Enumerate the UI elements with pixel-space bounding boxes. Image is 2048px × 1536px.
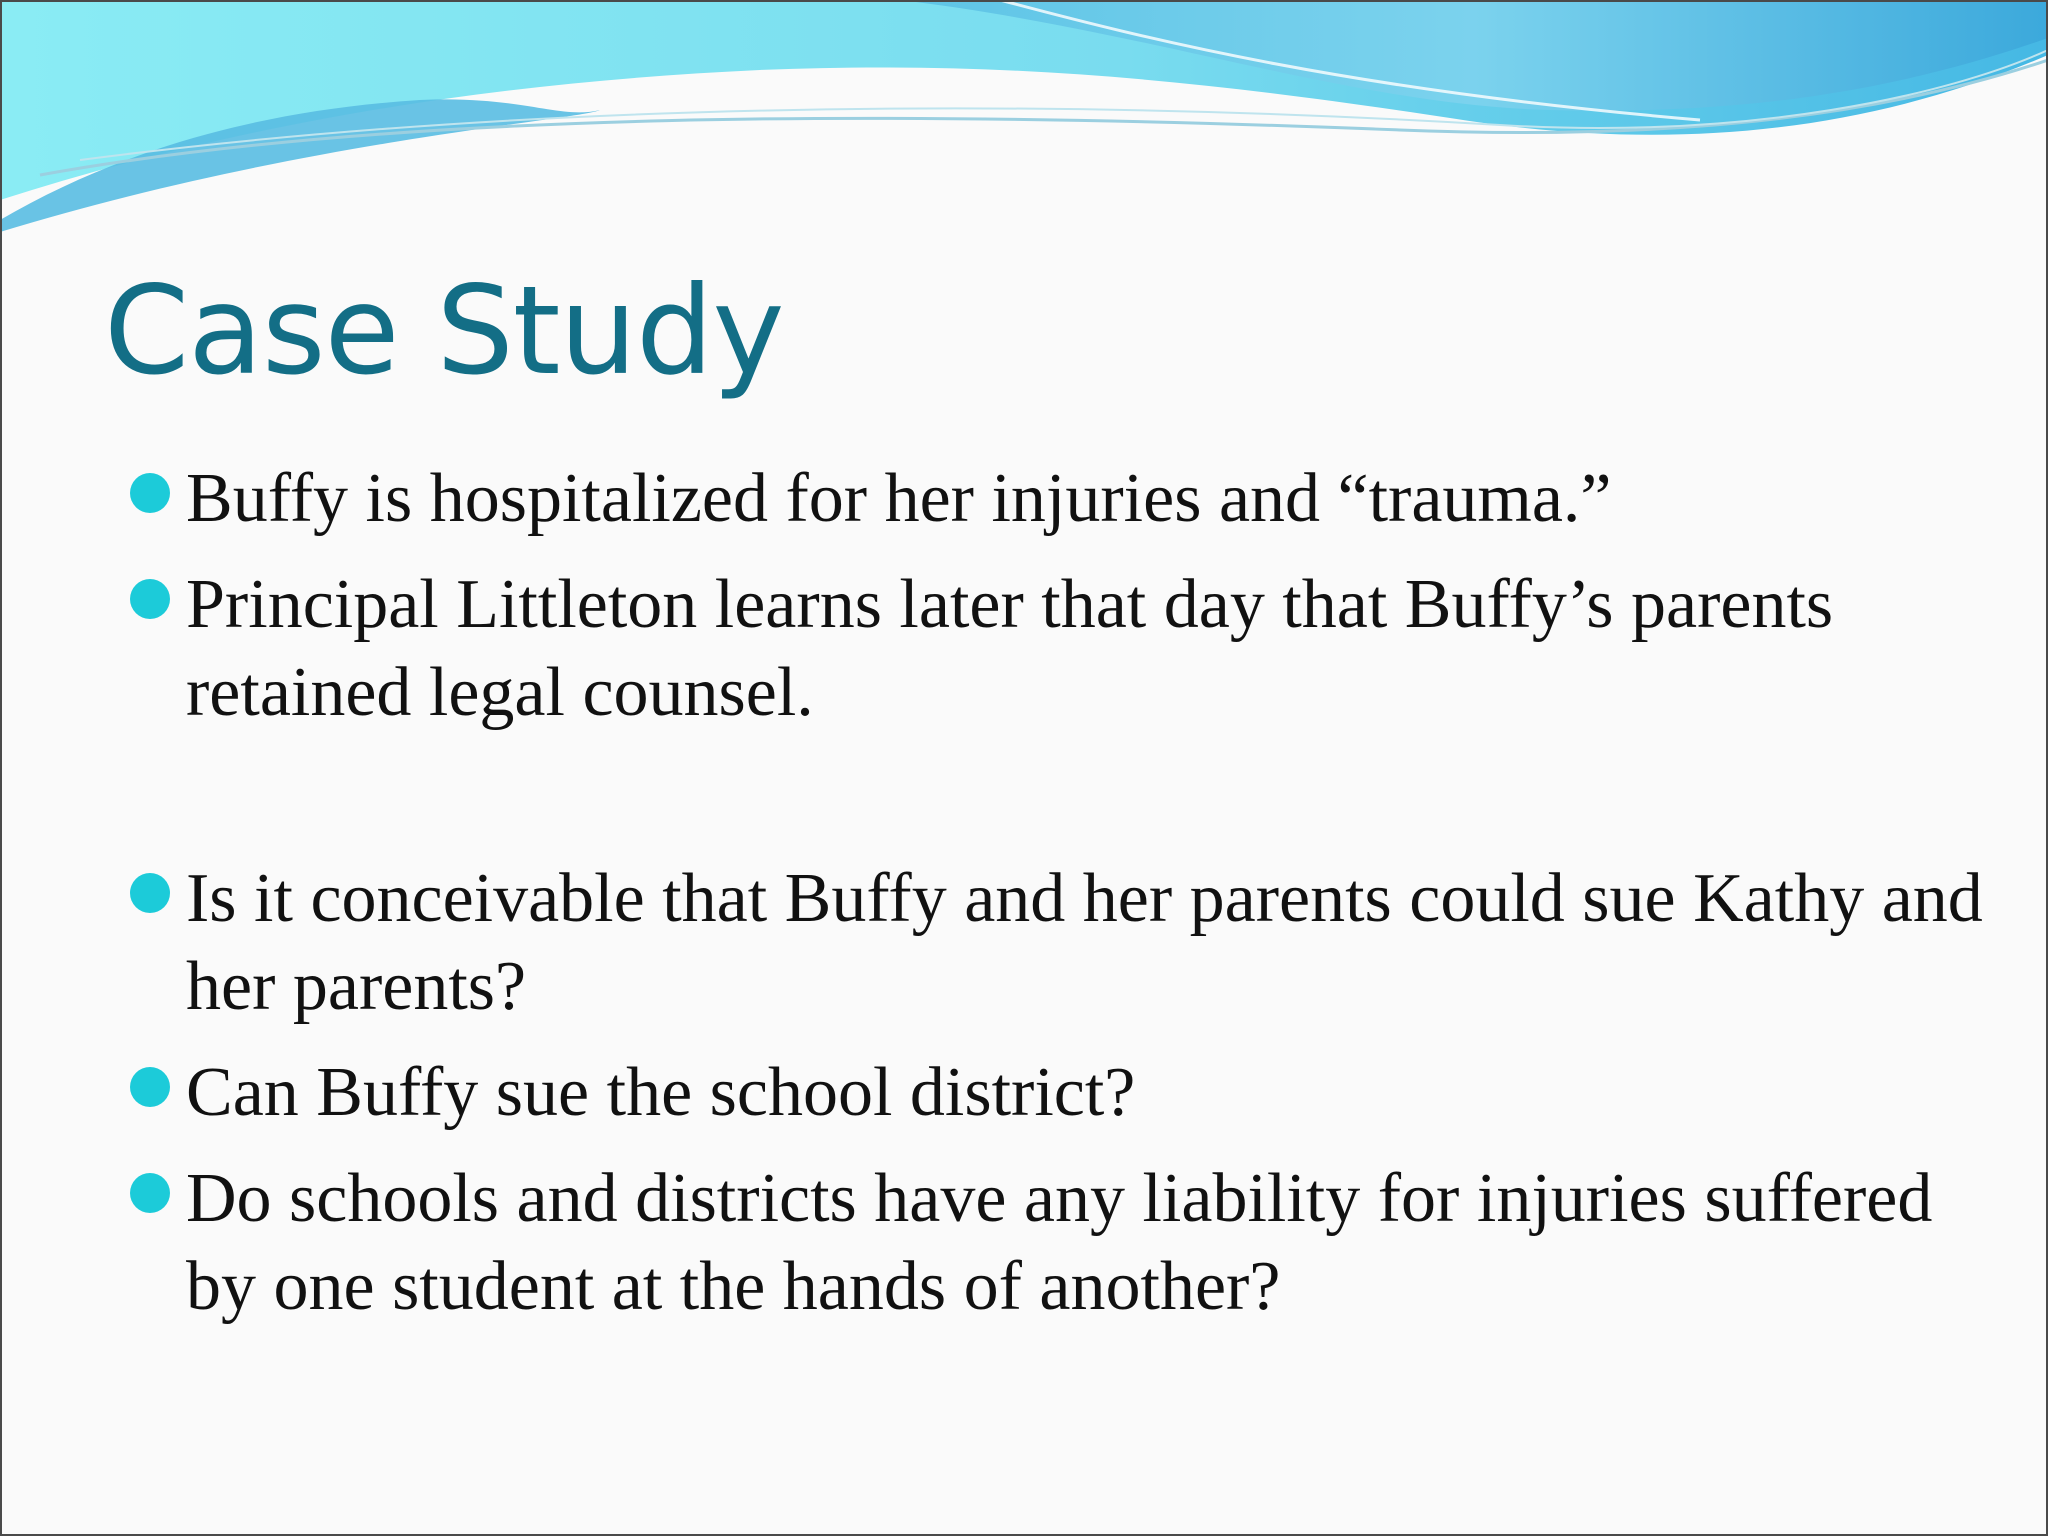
bullet-item [124, 1049, 1984, 1137]
bullet-item [124, 561, 1984, 737]
bullet-text: Can Buffy sue the school district? [186, 1054, 1136, 1131]
bullet-dot-icon [130, 1067, 170, 1107]
bullet-dot-icon [130, 873, 170, 913]
bullet-dot-icon [130, 1173, 170, 1213]
bullet-item [124, 1155, 1984, 1331]
slide-title: Case Study [104, 260, 784, 402]
bullet-item [124, 455, 1984, 543]
header-wave-decoration [0, 0, 2048, 240]
bullet-item [124, 855, 1984, 1031]
bullet-dot-icon [130, 473, 170, 513]
bullet-text: Buffy is hospitalized for her injuries and “trauma.” [186, 460, 1612, 537]
bullet-list [124, 455, 1984, 1349]
bullet-text: Do schools and districts have any liability for injuries suffered by one student at the hands of another? [186, 1160, 1933, 1325]
bullet-dot-icon [130, 579, 170, 619]
bullet-text: Principal Littleton learns later that day that Buffy’s parents retained legal counsel. [186, 566, 1834, 731]
bullet-text: Is it conceivable that Buffy and her parents could sue Kathy and her parents? [186, 860, 1983, 1025]
